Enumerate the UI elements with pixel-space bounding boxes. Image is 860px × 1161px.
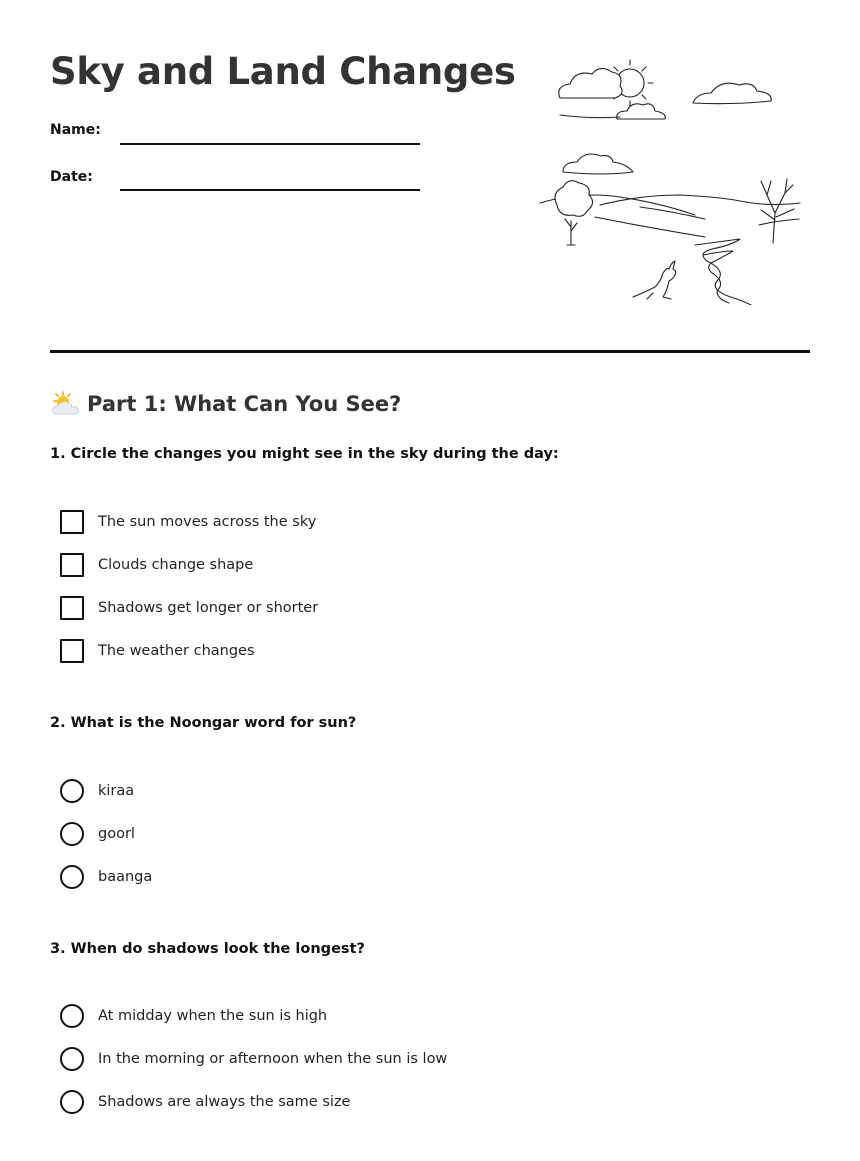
worksheet-title: Sky and Land Changes: [50, 50, 516, 93]
q2-option-2[interactable]: [60, 821, 135, 847]
question-2: 2. What is the Noongar word for sun?: [50, 715, 357, 731]
question-3: 3. When do shadows look the longest?: [50, 941, 365, 957]
date-label: Date:: [50, 169, 93, 185]
option-label: baanga: [98, 869, 153, 885]
q3-option-3[interactable]: [60, 1089, 350, 1115]
radio-button[interactable]: [60, 779, 84, 803]
option-label: The sun moves across the sky: [98, 514, 317, 530]
radio-button[interactable]: [60, 1004, 84, 1028]
q1-option-2[interactable]: [60, 552, 253, 578]
question-1: 1. Circle the changes you might see in the sky during the day:: [50, 446, 559, 462]
q1-option-1[interactable]: [60, 509, 316, 535]
radio-button[interactable]: [60, 822, 84, 846]
option-label: Shadows get longer or shorter: [98, 600, 319, 616]
option-label: Shadows are always the same size: [98, 1094, 351, 1110]
checkbox[interactable]: [60, 639, 84, 663]
cloud-icon: [617, 104, 666, 119]
option-label: The weather changes: [98, 643, 255, 659]
cloud-icon: [563, 154, 633, 174]
name-label: Name:: [50, 122, 101, 138]
part1-heading: [50, 390, 401, 418]
q2-option-3[interactable]: [60, 864, 152, 890]
sky-landscape-illustration: [535, 55, 810, 305]
river: [695, 239, 757, 305]
cloud-icon: [693, 83, 771, 103]
checkbox[interactable]: [60, 510, 84, 534]
option-label: goorl: [98, 826, 135, 842]
radio-button[interactable]: [60, 865, 84, 889]
bare-tree-icon: [759, 179, 799, 243]
option-label: Clouds change shape: [98, 557, 254, 573]
checkbox[interactable]: [60, 596, 84, 620]
checkbox[interactable]: [60, 553, 84, 577]
radio-button[interactable]: [60, 1047, 84, 1071]
section-divider: [50, 350, 810, 353]
radio-button[interactable]: [60, 1090, 84, 1114]
q1-option-4[interactable]: [60, 638, 255, 664]
q1-option-3[interactable]: [60, 595, 318, 621]
tree-icon: [555, 181, 593, 245]
sun-behind-cloud-icon: [50, 390, 80, 418]
option-label: In the morning or afternoon when the sun is low: [98, 1051, 448, 1067]
option-label: kiraa: [98, 783, 135, 799]
part1-title: Part 1: What Can You See?: [87, 392, 402, 416]
q3-option-1[interactable]: [60, 1003, 327, 1029]
kangaroo-icon: [633, 261, 676, 299]
cloud-icon: [559, 68, 622, 98]
q3-option-2[interactable]: [60, 1046, 447, 1072]
name-field[interactable]: [120, 143, 420, 145]
q2-option-1[interactable]: [60, 778, 134, 804]
option-label: At midday when the sun is high: [98, 1008, 328, 1024]
date-field[interactable]: [120, 189, 420, 191]
